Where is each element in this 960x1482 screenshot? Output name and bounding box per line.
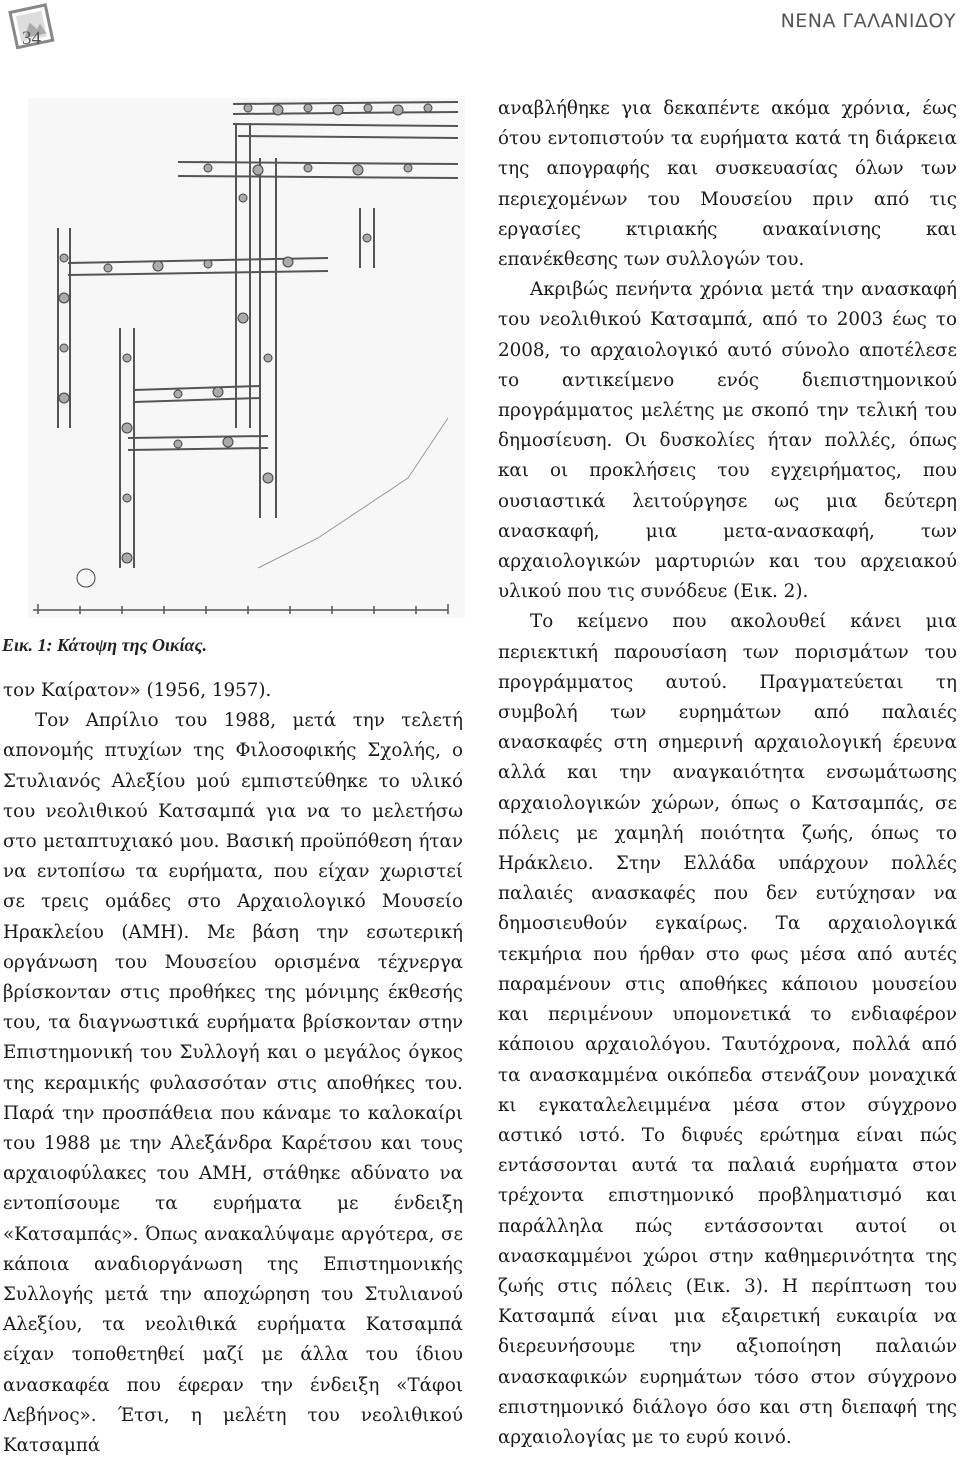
left-text-column bbox=[3, 676, 463, 1461]
right-paragraph-3: Το κείμενο που ακολουθεί κάνει μια περιεκτική παρουσίαση των πορισμάτων του προγράμματος αυτού. Πραγματεύεται τη συμβολή των ευρημάτων από παλαιές ανασκαφές στη σημερινή αρχαιολογική έρευνα αλλά και την αναγκαιότητα ενσωμάτωσης αρχαιολογικών χώρων, όπως ο Κατσαμπάς, σε πόλεις με χαμηλή ποιότητα ζωής, όπως το Ηράκλειο. Στην Ελλάδα υπάρχουν πολλές παλαιές ανασκαφές που δεν ευτύχησαν να δημοσιευθούν εγκαίρως. Τα αρχαιολογικά τεκμήρια που ήρθαν στο φως μέσα από αυτές παραμένουν στις αποθήκες κάποιου μουσείου και περιμένουν υπομονετικά το ενδιαφέρον κάποιου αρχαιολόγου. Ταυτόχρονα, πολλά από τα ανασκαμμένα οικόπεδα στενάζουν μοναχικά κι εγκαταλελειμμένα μέσα στον σύγχρονο αστικό ιστό. Το διφυές ερώτημα είναι πώς εντάσσονται αυτά τα παλαιά ευρήματα στον τρέχοντα επιστημονικό προβληματισμό και παράλληλα πώς εντάσσονται αυτοί οι ανασκαμμένοι χώροι στην καθημερινότητα της ζωής στις πόλεις (Εικ. 3). Η περίπτωση του Κατσαμπά είναι μια εξαιρετική ευκαιρία να διερευνήσουμε την αξιοποίηση παλαιών ανασκαφικών ευρημάτων τόσο στον σύγχρονο επιστημονικό διάλογο όσο και στη διεπαφή της αρχαιολογίας με το ευρύ κοινό. bbox=[498, 611, 957, 1448]
right-text-column bbox=[498, 94, 957, 1453]
right-paragraph-2: Ακριβώς πενήντα χρόνια μετά την ανασκαφή του νεολιθικού Κατσαμπά, από το 2003 έως το 2008, το αρχαιολογικό αυτό σύνολο αποτέλεσε το αντικείμενο ενός διεπιστημονικού προγράμματος μελέτης με σκοπό την τελική του δημοσίευση. Οι δυσκολίες ήταν πολλές, όπως και οι προκλήσεις του εγχειρήματος, που ουσιαστικά λειτούργησε ως μια δεύτερη ανασκαφή, μια μετα-ανασκαφή, των αρχαιολογικών μαρτυριών και του αρχειακού υλικού που τις συνόδευε (Εικ. 2). bbox=[498, 279, 957, 603]
right-paragraph-1: αναβλήθηκε για δεκαπέντε ακόμα χρόνια, έως ότου εντοπιστούν τα ευρήματα κατά τη διάρκεια της απογραφής και συσκευασίας όλων των περιεχομένων του Μουσείου πριν από τις εργασίες κτιριακής ανακαίνισης και επανέκθεσης των συλλογών του. bbox=[498, 98, 957, 271]
figure-caption: Εικ. 1: Κάτοψη της Οικίας. bbox=[2, 635, 207, 655]
house-plan-figure bbox=[28, 98, 465, 618]
running-head-author: ΝΕΝΑ ΓΑΛΑΝΙΔΟΥ bbox=[780, 10, 956, 32]
page-number: 34 bbox=[22, 28, 41, 49]
left-paragraph-2: Τον Απρίλιο του 1988, μετά την τελετή απονομής πτυχίων της Φιλοσοφικής Σχολής, ο Στυλιανός Αλεξίου μού εμπιστεύθηκε το υλικό του νεολιθικού Κατσαμπά για να το μελετήσω στο μεταπτυχιακό μου. Βασική προϋπόθεση ήταν να εντοπίσω τα ευρήματα, που είχαν χωριστεί σε τρεις ομάδες στο Αρχαιολογικό Μουσείο Ηρακλείου (ΑΜΗ). Με βάση την εσωτερική οργάνωση του Μουσείου ορισμένα τέχνεργα βρίσκονταν στις προθήκες της μόνιμης έκθεσής του, τα διαγνωστικά ευρήματα βρίσκονταν στην Επιστημονική του Συλλογή και ο μεγάλος όγκος της κεραμικής φυλασσόταν στις αποθήκες του. Παρά την προσπάθεια που κάναμε το καλοκαίρι του 1988 με την Αλεξάνδρα Καρέτσου και τους αρχαιοφύλακες του ΑΜΗ, στάθηκε αδύνατο να εντοπίσουμε τα ευρήματα με ένδειξη «Κατσαμπάς». Όπως ανακαλύψαμε αργότερα, σε κάποια αναδιοργάνωση της Επιστημονικής Συλλογής μετά την αποχώρηση του Στυλιανού Αλεξίου, τα νεολιθικά ευρήματα Κατσαμπά είχαν τοποθετηθεί μαζί με άλλα του ίδιου ανασκαφέα που έφεραν την ένδειξη «Τάφοι Λεβήνος». Έτσι, η μελέτη του νεολιθικού Κατσαμπά bbox=[3, 710, 463, 1457]
left-paragraph-1: τον Καίρατον» (1956, 1957). bbox=[3, 680, 272, 701]
